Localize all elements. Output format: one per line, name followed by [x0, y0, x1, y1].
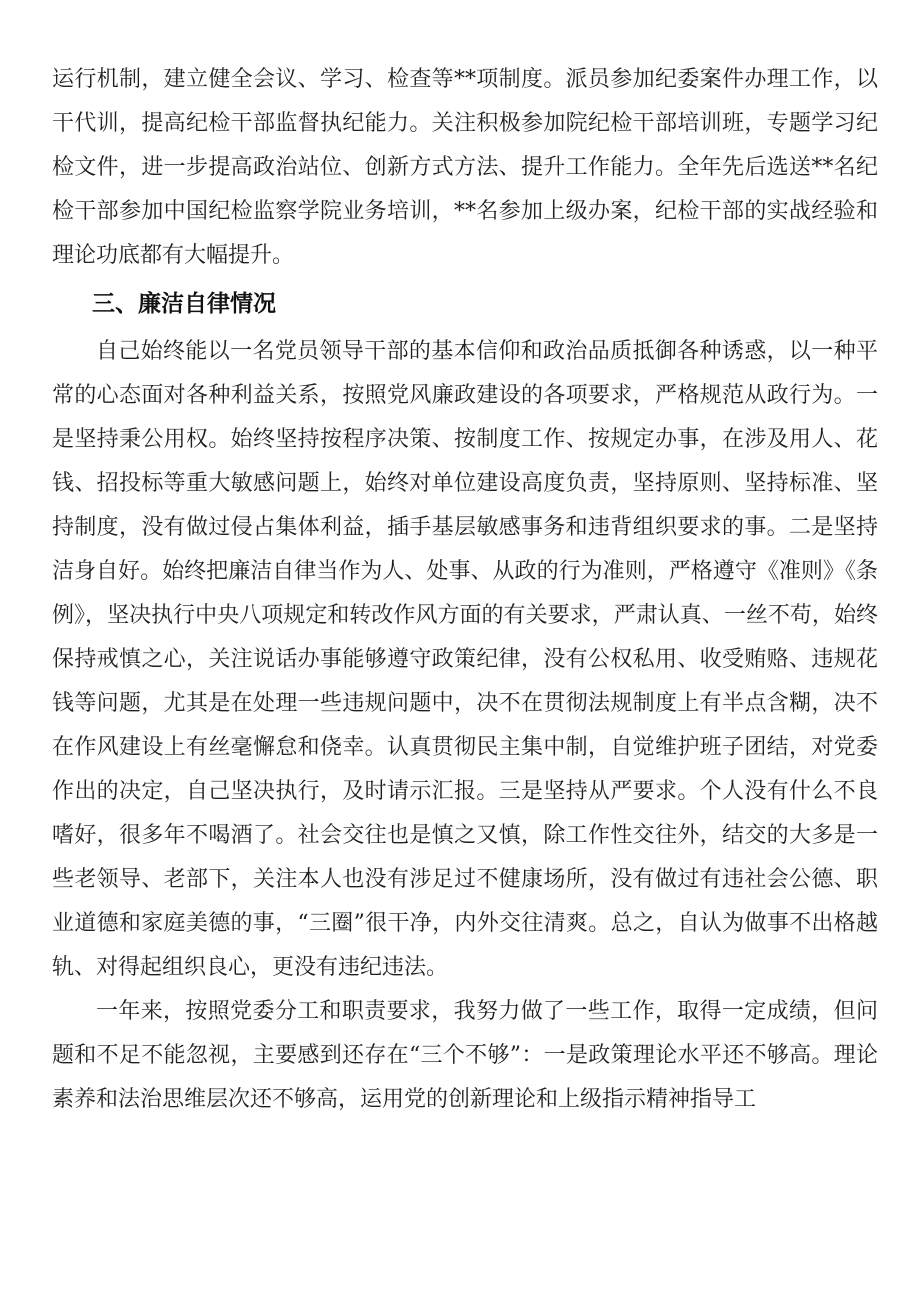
section-heading: 三、廉洁自律情况 — [92, 291, 276, 317]
body-paragraph-continuation: 运行机制，建立健全会议、学习、检查等**项制度。派员参加纪委案件办理工作，以干代训，提高纪检干部监督执纪能力。关注积极参加院纪检干部培训班，专题学习纪检文件，进一步提高政治站位、创新方式方法、提升工作能力。全年先后选送**名纪检干部参加中国纪检监察学院业务培训，**名参加上级办案，纪检干部的实战经验和理论功底都有大幅提升。 — [52, 67, 878, 268]
document-page — [52, 58, 878, 1122]
body-paragraph-integrity: 自己始终能以一名党员领导干部的基本信仰和政治品质抵御各种诱惑，以一种平常的心态面对各种利益关系，按照党风廉政建设的各项要求，严格规范从政行为。一是坚持秉公用权。始终坚持按程序决策、按制度工作、按规定办事，在涉及用人、花钱、招投标等重大敏感问题上，始终对单位建设高度负责，坚持原则、坚持标准、坚持制度，没有做过侵占集体利益，插手基层敏感事务和违背组织要求的事。二是坚持洁身自好。始终把廉洁自律当作为人、处事、从政的行为准则，严格遵守《准则》《条例》，坚决执行中央八项规定和转改作风方面的有关要求，严肃认真、一丝不苟，始终保持戒慎之心，关注说话办事能够遵守政策纪律，没有公权私用、收受贿赂、违规花钱等问题，尤其是在处理一些违规问题中，决不在贯彻法规制度上有半点含糊，决不在作风建设上有丝毫懈怠和侥幸。认真贯彻民主集中制，自觉维护班子团结，对党委作出的决定，自己坚决执行，及时请示汇报。三是坚持从严要求。个人没有什么不良嗜好，很多年不喝酒了。社会交往也是慎之又慎，除工作性交往外，结交的大多是一些老领导、老部下，关注本人也没有涉足过不健康场所，没有做过有违社会公德、职业道德和家庭美德的事，“三圈”很干净，内外交往清爽。总之，自认为做事不出格越轨、对得起组织良心，更没有违纪违法。 — [52, 339, 878, 980]
body-paragraph-summary: 一年来，按照党委分工和职责要求，我努力做了一些工作，取得一定成绩，但问题和不足不能忽视，主要感到还存在“三个不够”：一是政策理论水平还不够高。理论素养和法治思维层次还不够高，运用党的创新理论和上级指示精神指导工 — [52, 999, 878, 1112]
